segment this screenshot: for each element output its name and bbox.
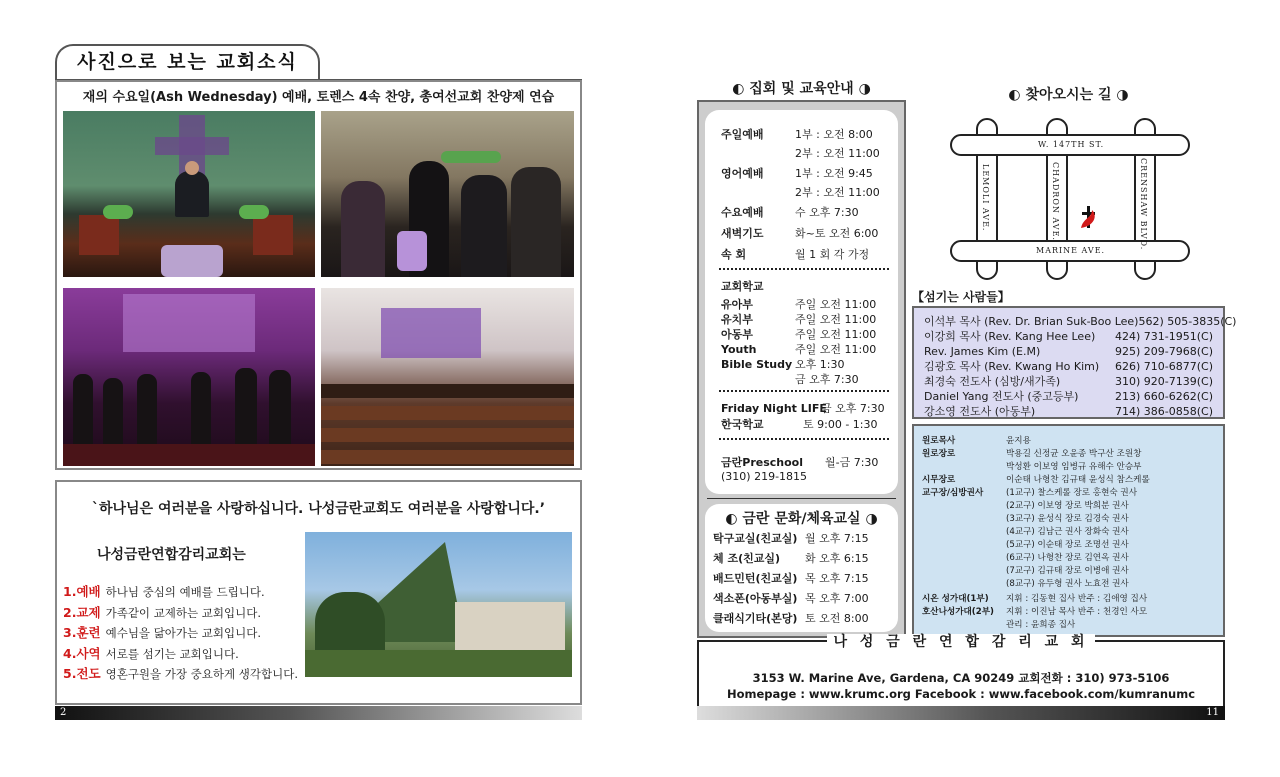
screen bbox=[123, 294, 255, 352]
schedule-time: 주일 오전 11:00 bbox=[795, 328, 877, 341]
elder-role: 시무장로 bbox=[922, 475, 956, 485]
culture-time: 목 오후 7:15 bbox=[805, 572, 869, 585]
schedule-label: 속 회 bbox=[721, 248, 747, 261]
footer-bar bbox=[55, 706, 582, 720]
street-label: CRENSHAW BLVD. bbox=[1139, 158, 1148, 251]
intersection bbox=[978, 136, 996, 154]
lawn bbox=[305, 650, 572, 677]
culture-label: 탁구교실(친교실) bbox=[713, 532, 798, 545]
schedule-time: 토 9:00 - 1:30 bbox=[803, 418, 878, 431]
schedule-row bbox=[721, 204, 859, 220]
schedule-time: 2부 : 오전 11:00 bbox=[795, 147, 880, 160]
staff-name: Daniel Yang 전도사 (중고등부) bbox=[924, 390, 1079, 403]
schedule-row bbox=[721, 400, 885, 416]
staff-name: 김광호 목사 (Rev. Kwang Ho Kim) bbox=[924, 360, 1100, 373]
intersection bbox=[1136, 136, 1154, 154]
schedule-label: 주일예배 bbox=[721, 128, 764, 141]
mission-quote: `하나님은 여러분을 사랑하십니다. 나성금란교회도 여러분을 사랑합니다.’ bbox=[91, 501, 546, 517]
chair-left bbox=[79, 215, 119, 255]
photo-ash-imposition bbox=[321, 111, 574, 277]
flowers-right bbox=[239, 205, 269, 219]
elder-role: 교구장/심방권사 bbox=[922, 488, 984, 498]
schedule-label: 금란Preschool bbox=[721, 456, 803, 469]
mission-item bbox=[63, 623, 298, 644]
church-wall bbox=[455, 602, 565, 652]
photo-caption: 재의 수요일(Ash Wednesday) 예배, 토렌스 4속 찬양, 총여선교회 찬양제 연습 bbox=[82, 90, 555, 105]
palm-tree bbox=[315, 592, 385, 652]
culture-time: 목 오후 7:00 bbox=[805, 592, 869, 605]
schedule-row bbox=[721, 416, 878, 432]
staff-name: 이강희 목사 (Rev. Kang Hee Lee) bbox=[924, 330, 1096, 343]
elder-names: (4교구) 김남근 권사 장화숙 권사 bbox=[1006, 527, 1129, 537]
mission-item bbox=[63, 664, 298, 685]
singer-figure bbox=[73, 374, 93, 444]
schedule-row bbox=[721, 165, 873, 181]
dotted-divider bbox=[719, 438, 889, 440]
staff-row bbox=[924, 314, 1237, 329]
footer-bar bbox=[697, 706, 1225, 720]
staff-phone: 424) 731-1951(C) bbox=[1114, 330, 1213, 343]
pew bbox=[321, 428, 574, 442]
culture-time: 화 오후 6:15 bbox=[805, 552, 869, 565]
culture-row bbox=[713, 530, 869, 546]
elder-names: 윤지용 bbox=[1006, 436, 1031, 446]
flowers-left bbox=[103, 205, 133, 219]
section-title: 사진으로 보는 교회소식 bbox=[55, 44, 320, 80]
elder-names: 지휘 : 김동현 집사 반주 : 김애영 집사 bbox=[1006, 594, 1148, 604]
culture-title: ◐ 금란 문화/체육교실 ◑ bbox=[725, 511, 878, 527]
schedule-time: 주일 오전 11:00 bbox=[795, 343, 877, 356]
schedule-time: 주일 오전 11:00 bbox=[795, 313, 877, 326]
schedule-label: Youth bbox=[721, 343, 757, 356]
staff-list bbox=[912, 306, 1237, 419]
staff-row bbox=[924, 329, 1213, 344]
photo-torrance-choir bbox=[63, 288, 315, 466]
schedule-time: 1부 : 오전 8:00 bbox=[795, 128, 873, 141]
pastor-figure bbox=[175, 171, 209, 217]
schedule-time: 금 오후 7:30 bbox=[795, 373, 859, 386]
cross-banner-arm bbox=[155, 137, 229, 155]
staff-row bbox=[924, 389, 1213, 404]
elder-names: 이순태 나형찬 김규태 윤성식 참스케롤 bbox=[1006, 475, 1150, 485]
pew bbox=[321, 406, 574, 420]
preschool-phone: (310) 219-1815 bbox=[721, 470, 808, 483]
culture-label: 배드민턴(친교실) bbox=[713, 572, 798, 585]
culture-row bbox=[713, 590, 869, 606]
staff-row bbox=[924, 359, 1213, 374]
schedule-row bbox=[721, 145, 880, 161]
staff-name: 이석부 목사 (Rev. Dr. Brian Suk-Boo Lee) bbox=[924, 315, 1139, 328]
staff-phone: 626) 710-6877(C) bbox=[1114, 360, 1213, 373]
schedule-row bbox=[721, 246, 869, 262]
pastor-head bbox=[185, 161, 199, 175]
schedule-label: Friday Night LIFE bbox=[721, 402, 827, 415]
staff-phone: 310) 920-7139(C) bbox=[1114, 375, 1213, 388]
schedule-title: ◐ 집회 및 교육안내 ◑ bbox=[732, 81, 871, 97]
culture-inner bbox=[705, 504, 898, 632]
altar-flowers bbox=[397, 231, 427, 271]
elder-role: 시온 성가대(1부) bbox=[922, 594, 989, 604]
mission-item bbox=[63, 644, 298, 665]
schedule-row bbox=[721, 311, 876, 327]
elder-names: (5교구) 이순태 장로 조명선 권사 bbox=[1006, 540, 1129, 550]
dotted-divider bbox=[719, 268, 889, 270]
staff-row bbox=[924, 344, 1213, 359]
street-label: CHADRON AVE. bbox=[1051, 162, 1060, 241]
singer-figure bbox=[191, 372, 211, 444]
street-label: LEMOLI AVE. bbox=[981, 164, 990, 232]
culture-time: 월 오후 7:15 bbox=[805, 532, 869, 545]
elder-role: 호산나성가대(2부) bbox=[922, 607, 994, 617]
school-heading: 교회학교 bbox=[721, 280, 764, 293]
schedule-row bbox=[721, 371, 859, 387]
culture-row bbox=[713, 610, 869, 626]
singer-figure bbox=[103, 378, 123, 444]
schedule-row bbox=[721, 296, 876, 312]
people-heading: 【섬기는 사람들】 bbox=[912, 290, 1010, 304]
culture-row bbox=[713, 550, 869, 566]
intersection bbox=[978, 242, 996, 260]
schedule-label: 유아부 bbox=[721, 298, 753, 311]
schedule-label: 영어예배 bbox=[721, 167, 764, 180]
mission-item-number: 3.훈련 bbox=[63, 625, 101, 641]
crowd-row bbox=[321, 384, 574, 398]
schedule-row bbox=[721, 356, 844, 372]
staff-name: Rev. James Kim (E.M) bbox=[924, 345, 1041, 358]
mission-item-text: 서로를 섬기는 교회입니다. bbox=[105, 646, 239, 661]
church-name-wrap bbox=[699, 631, 1223, 651]
page-number: 11 bbox=[1206, 707, 1219, 718]
mission-list bbox=[63, 582, 298, 685]
elder-names: (3교구) 윤성식 장로 김경숙 권사 bbox=[1006, 514, 1129, 524]
mission-item-text: 하나님 중심의 예배를 드립니다. bbox=[105, 585, 265, 599]
screen bbox=[381, 308, 481, 358]
schedule-time: 수 오후 7:30 bbox=[795, 206, 859, 219]
schedule-row bbox=[721, 454, 878, 470]
person-figure bbox=[461, 175, 507, 277]
mission-item-number: 4.사역 bbox=[63, 645, 101, 661]
elder-names: (2교구) 이보영 장로 박희분 권사 bbox=[1006, 501, 1129, 511]
mission-item-number: 5.전도 bbox=[63, 666, 101, 682]
mission-item-number: 2.교제 bbox=[63, 604, 101, 620]
photo-news-box bbox=[55, 80, 582, 470]
elder-names: 관리 : 윤희종 집사 bbox=[1006, 620, 1076, 630]
staff-row bbox=[924, 404, 1213, 419]
schedule-row bbox=[721, 326, 876, 342]
schedule-time: 금 오후 7:30 bbox=[821, 402, 885, 415]
plant bbox=[441, 151, 501, 163]
church-cross-icon bbox=[1078, 204, 1100, 230]
staff-name: 최경숙 전도사 (심방/새가족) bbox=[924, 375, 1061, 388]
culture-label: 색소폰(아동부실) bbox=[713, 592, 798, 605]
photo-ash-wednesday-service bbox=[63, 111, 315, 277]
mission-item bbox=[63, 603, 298, 624]
schedule-time: 1부 : 오전 9:45 bbox=[795, 167, 873, 180]
schedule-row bbox=[721, 126, 873, 142]
schedule-time: 오후 1:30 bbox=[795, 358, 845, 371]
elder-names: (6교구) 나형찬 장로 김연옥 권사 bbox=[1006, 553, 1129, 563]
schedule-label: Bible Study bbox=[721, 358, 793, 371]
church-info-banner bbox=[697, 634, 1225, 708]
elder-role: 원로목사 bbox=[922, 436, 956, 446]
location-map bbox=[950, 118, 1190, 280]
mission-item-text: 예수님을 닮아가는 교회입니다. bbox=[105, 626, 261, 641]
singer-figure bbox=[137, 374, 157, 444]
schedule-row bbox=[721, 184, 880, 200]
elder-names: 박용길 신정균 오윤종 박구산 조원창 bbox=[1006, 449, 1142, 459]
schedule-row bbox=[721, 341, 876, 357]
chair-right bbox=[253, 215, 293, 255]
mission-item-text: 영혼구원을 가장 중요하게 생각합니다. bbox=[105, 667, 298, 682]
church-web: Homepage : www.krumc.org Facebook : www.facebook.com/kumranumc bbox=[726, 687, 1196, 701]
church-address: 3153 W. Marine Ave, Gardena, CA 90249 교회전화 : 310) 973-5106 bbox=[752, 671, 1170, 685]
church-building-photo bbox=[305, 532, 572, 677]
culture-row bbox=[713, 570, 869, 586]
directions-title: ◐ 찾아오시는 길 ◑ bbox=[1008, 87, 1129, 103]
mission-item-text: 가족같이 교제하는 교회입니다. bbox=[105, 605, 261, 620]
schedule-time: 2부 : 오전 11:00 bbox=[795, 186, 880, 199]
mission-item bbox=[63, 582, 298, 603]
schedule-label: 새벽기도 bbox=[721, 227, 764, 240]
page-number: 2 bbox=[60, 707, 67, 718]
schedule-time: 월-금 7:30 bbox=[825, 456, 879, 469]
staff-phone: 213) 660-6262(C) bbox=[1114, 390, 1213, 403]
elder-names: 박성환 이보영 임병규 유해수 안승부 bbox=[1006, 462, 1142, 472]
culture-label: 클래식기타(본당) bbox=[713, 612, 798, 625]
culture-time: 토 오전 8:00 bbox=[805, 612, 869, 625]
person-figure bbox=[511, 167, 561, 277]
photo-sanctuary-rehearsal bbox=[321, 288, 574, 466]
schedule-label: 수요예배 bbox=[721, 206, 764, 219]
elder-role: 원로장로 bbox=[922, 449, 956, 459]
schedule-inner bbox=[705, 110, 898, 494]
schedule-time: 화~토 오전 6:00 bbox=[795, 227, 879, 240]
staff-phone: 925) 209-7968(C) bbox=[1114, 345, 1213, 358]
culture-label: 체 조(친교실) bbox=[713, 552, 781, 565]
singer-figure bbox=[269, 370, 291, 444]
schedule-label: 유치부 bbox=[721, 313, 753, 326]
staff-phone: 714) 386-0858(C) bbox=[1114, 405, 1213, 418]
elder-names: 지휘 : 이진남 목사 반주 : 천경인 사모 bbox=[1006, 607, 1148, 617]
mission-item-number: 1.예배 bbox=[63, 584, 101, 599]
schedule-time: 월 1 회 각 가정 bbox=[795, 248, 870, 261]
schedule-time: 주일 오전 11:00 bbox=[795, 298, 877, 311]
street-label: MARINE AVE. bbox=[1036, 246, 1106, 255]
staff-phone: 562) 505-3835(C) bbox=[1138, 315, 1237, 328]
street-label: W. 147TH ST. bbox=[1038, 140, 1105, 149]
stage-floor bbox=[63, 444, 315, 466]
elders-list bbox=[912, 424, 1225, 637]
pew bbox=[321, 450, 574, 464]
schedule-row bbox=[721, 225, 878, 241]
schedule-panel bbox=[697, 100, 906, 638]
elder-names: (1교구) 찰스케롤 장로 홍현숙 권사 bbox=[1006, 488, 1138, 498]
schedule-label: 한국학교 bbox=[721, 418, 764, 431]
person-figure bbox=[341, 181, 385, 277]
staff-name: 강소영 전도사 (아동부) bbox=[924, 405, 1036, 418]
staff-row bbox=[924, 374, 1213, 389]
divider bbox=[707, 498, 896, 499]
singer-figure bbox=[235, 368, 257, 444]
elder-names: (7교구) 김규태 장로 이병애 권사 bbox=[1006, 566, 1129, 576]
altar-flowers bbox=[161, 245, 223, 277]
church-name: 나 성 금 란 연 합 감 리 교 회 bbox=[827, 634, 1094, 650]
schedule-label: 아동부 bbox=[721, 328, 753, 341]
mission-title: 나성금란연합감리교회는 bbox=[97, 547, 246, 563]
elder-names: (8교구) 유두형 권사 노효전 권사 bbox=[1006, 579, 1129, 589]
dotted-divider bbox=[719, 390, 889, 392]
mission-box bbox=[55, 480, 582, 705]
